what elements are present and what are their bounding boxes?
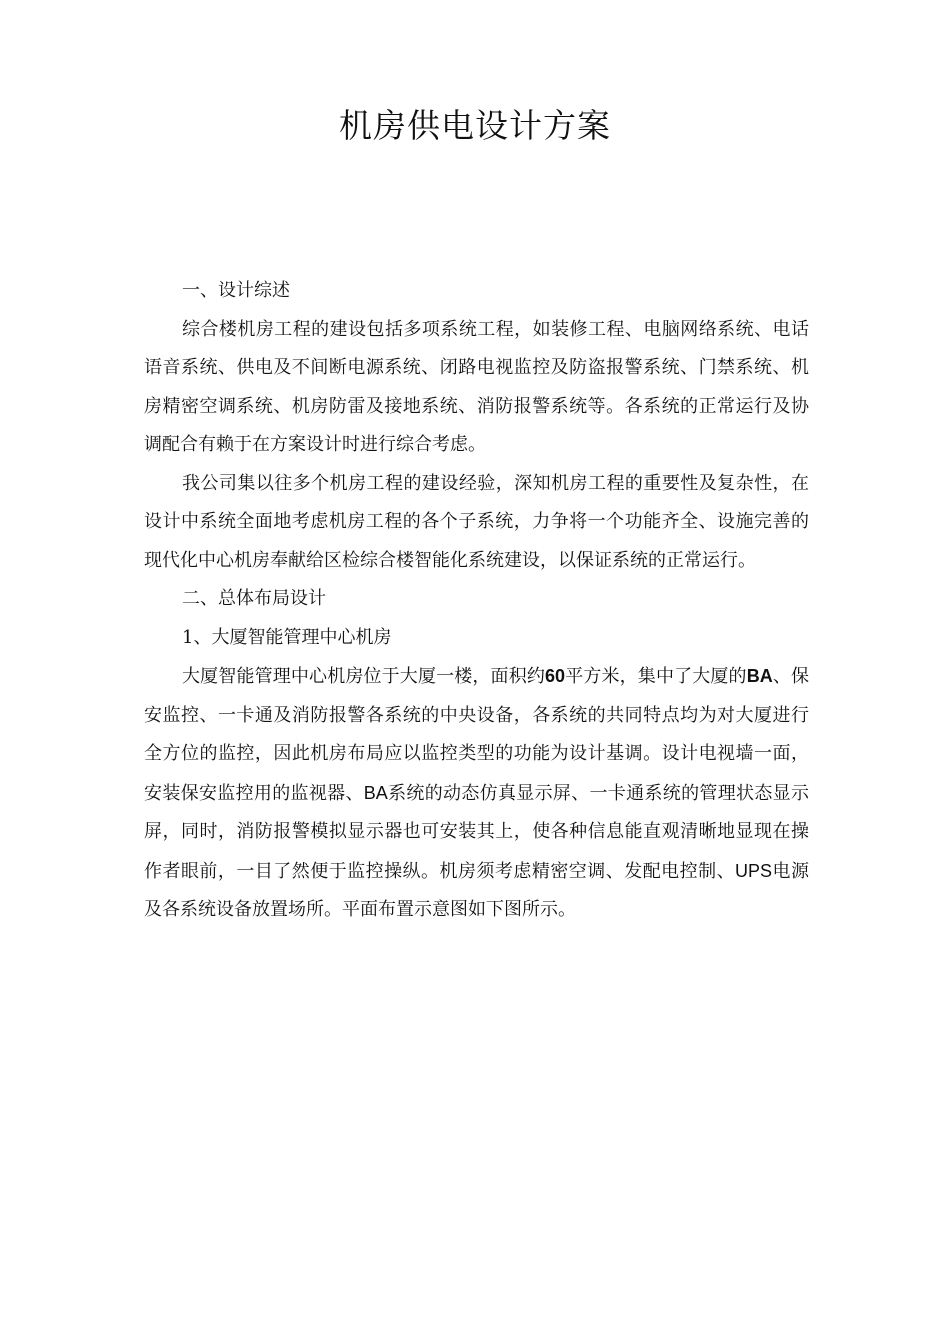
ba-abbreviation: BA [746, 666, 773, 686]
text-run: 电源及各系统设备放置场所。平面布置示意图如下图所示。 [144, 860, 810, 920]
paragraph-overview-1: 综合楼机房工程的建设包括多项系统工程，如装修工程、电脑网络系统、电话语音系统、供电及不间断电源系统、闭路电视监控及防盗报警系统、门禁系统、机房精密空调系统、机房防雷及接地系统、消防报警系统等。各系统的正常运行及协调配合有赖于在方案设计时进行综合考虑。 [144, 318, 809, 455]
area-value: 60 [545, 666, 566, 686]
text-run: 平方米，集中了大厦的 [565, 666, 747, 687]
subsection-heading-control-center: 1、大厦智能管理中心机房 [182, 626, 392, 648]
section-heading-overview: 一、设计综述 [182, 280, 290, 301]
ups-abbreviation: UPS [735, 860, 773, 881]
text-run: 大厦智能管理中心机房位于大厦一楼，面积约 [182, 666, 546, 687]
ba-abbreviation: BA [363, 782, 388, 803]
document-title: 机房供电设计方案 [339, 106, 611, 145]
paragraph-control-center [144, 657, 809, 930]
section-heading-layout: 二、总体布局设计 [182, 588, 326, 609]
document-body [144, 272, 809, 930]
text-run: 、保安监控、一卡通及消防报警各系统的中央设备，各系统的共同特点均为对大厦进行全方位的监控，因此机房布局应以监控类型的功能为设计基调。设计电视墙一面，安装保安监控用的监视器、 [144, 666, 810, 804]
text-run: 系统的动态仿真显示屏、一卡通系统的管理状态显示屏，同时，消防报警模拟显示器也可安装其上，使各种信息能直观清晰地显现在操作者眼前，一目了然便于监控操纵。机房须考虑精密空调、发配电控制、 [144, 782, 809, 882]
paragraph-overview-2: 我公司集以往多个机房工程的建设经验，深知机房工程的重要性及复杂性，在设计中系统全面地考虑机房工程的各个子系统，力争将一个功能齐全、设施完善的现代化中心机房奉献给区检综合楼智能化系统建设，以保证系统的正常运行。 [144, 472, 809, 571]
